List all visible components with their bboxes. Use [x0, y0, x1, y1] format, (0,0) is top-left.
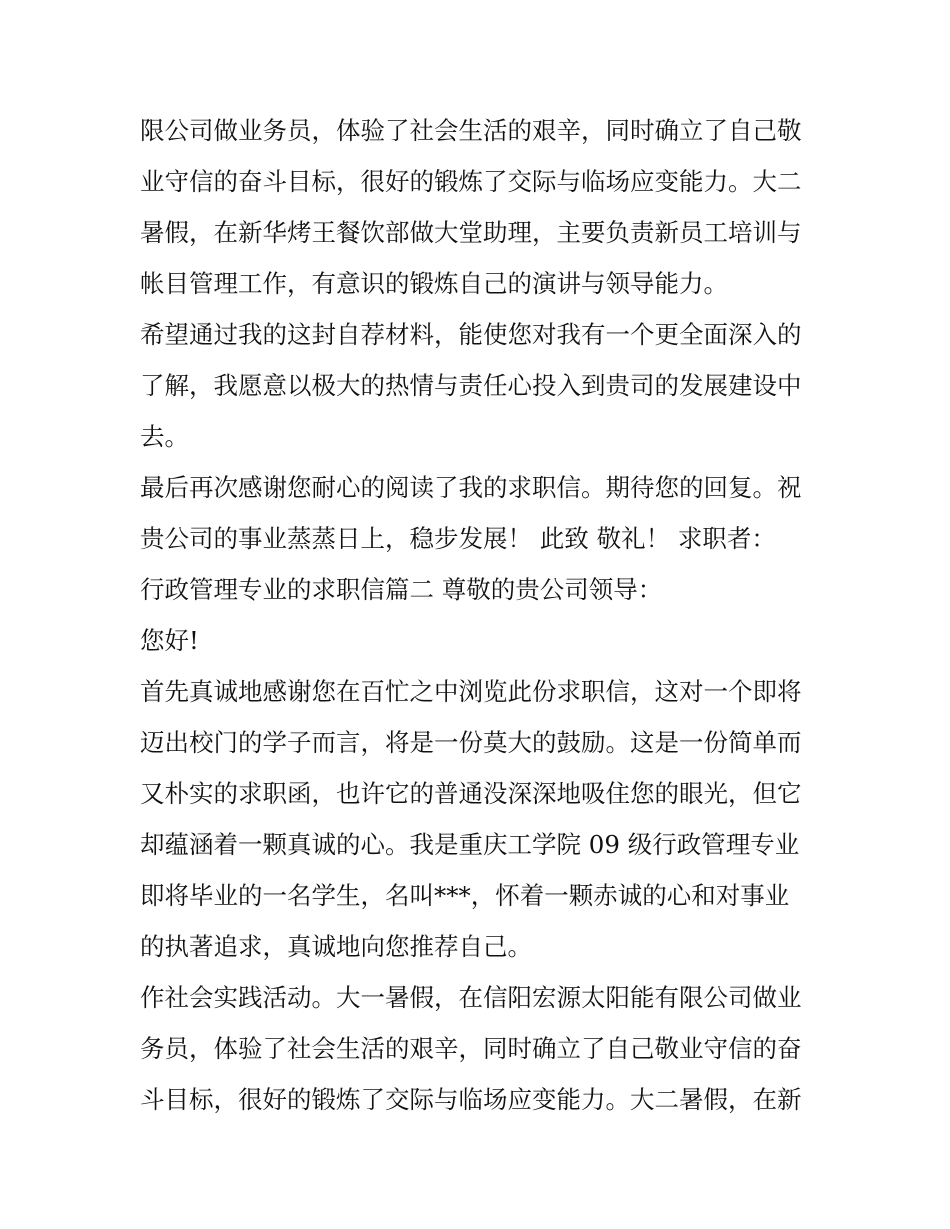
section-heading: 行政管理专业的求职信篇二 尊敬的贵公司领导： — [140, 575, 663, 604]
text-line-7: 去。 — [140, 422, 189, 451]
greeting: 您好! — [140, 626, 199, 655]
text-line-13: 迈出校门的学子而言，将是一份莫大的鼓励。这是一份简单而 — [140, 728, 802, 757]
text-line-16: 即将毕业的一名学生，名叫***，怀着一颗赤诚的心和对事业 — [140, 881, 790, 910]
text-line-19: 务员，体验了社会生活的艰辛，同时确立了自己敬业守信的奋 — [140, 1034, 802, 1063]
text-line-15: 却蕴涵着一颗真诚的心。我是重庆工学院 09 级行政管理专业 — [140, 830, 800, 859]
text-line-12: 首先真诚地感谢您在百忙之中浏览此份求职信，这对一个即将 — [140, 677, 802, 706]
text-line-5: 希望通过我的这封自荐材料，能使您对我有一个更全面深入的 — [140, 320, 802, 349]
text-line-14: 又朴实的求职函，也许它的普通没深深地吸住您的眼光，但它 — [140, 779, 802, 808]
document-body — [140, 105, 820, 1125]
text-line-18: 作社会实践活动。大一暑假，在信阳宏源太阳能有限公司做业 — [140, 983, 802, 1012]
text-line-8: 最后再次感谢您耐心的阅读了我的求职信。期待您的回复。祝 — [140, 473, 802, 502]
text-line-20: 斗目标，很好的锻炼了交际与临场应变能力。大二暑假，在新 — [140, 1085, 802, 1114]
text-line-2: 业守信的奋斗目标，很好的锻炼了交际与临场应变能力。大二 — [140, 167, 802, 196]
text-line-9: 贵公司的事业蒸蒸日上，稳步发展！ 此致 敬礼！ 求职者： — [140, 524, 776, 553]
text-line-4: 帐目管理工作，有意识的锻炼自己的演讲与领导能力。 — [140, 269, 728, 298]
text-line-1: 限公司做业务员，体验了社会生活的艰辛，同时确立了自己敬 — [140, 116, 802, 145]
text-line-3: 暑假，在新华烤王餐饮部做大堂助理，主要负责新员工培训与 — [140, 218, 802, 247]
text-line-6: 了解，我愿意以极大的热情与责任心投入到贵司的发展建设中 — [140, 371, 802, 400]
text-line-17: 的执著追求，真诚地向您推荐自己。 — [140, 932, 532, 961]
